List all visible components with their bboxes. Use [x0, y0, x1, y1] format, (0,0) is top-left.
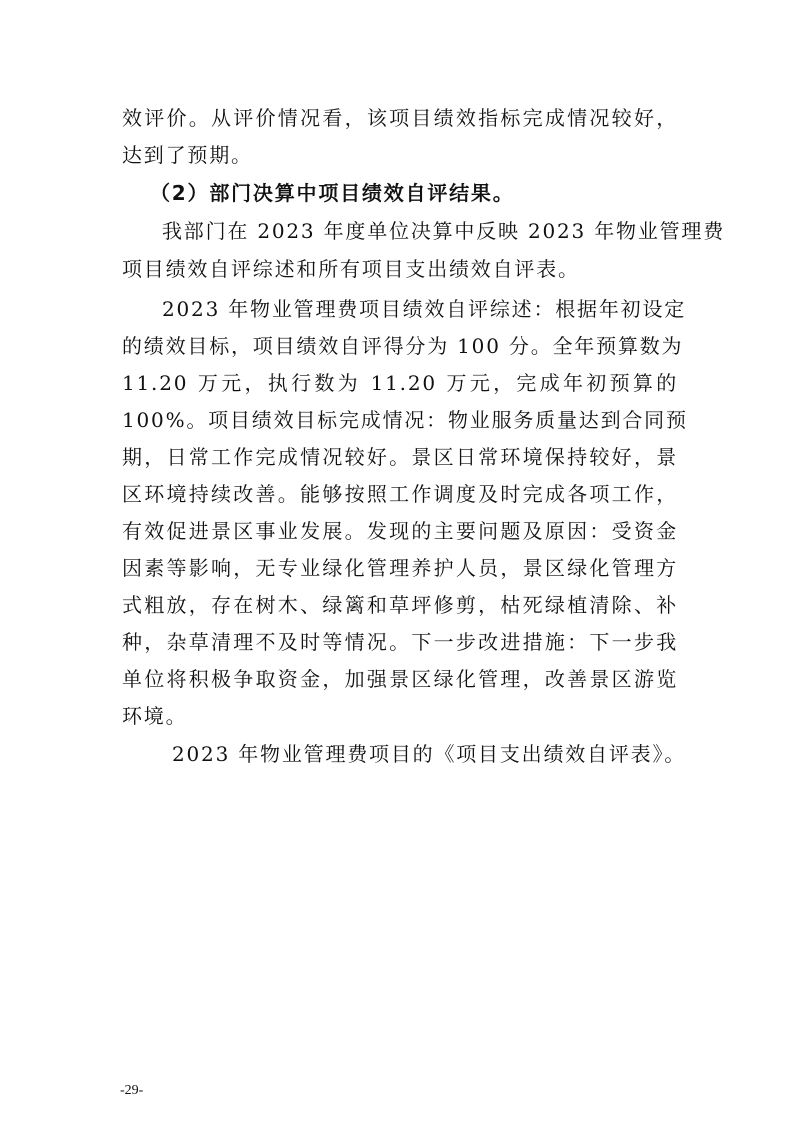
text-line: 达到了预期。	[122, 143, 253, 167]
text-line: 2023 年物业管理费项目绩效自评综述：根据年初设定	[162, 297, 687, 321]
text-line: 期，日常工作完成情况较好。景区日常环境保持较好，景	[122, 445, 678, 469]
text-line: 我部门在 2023 年度单位决算中反映 2023 年物业管理费	[162, 219, 726, 243]
text-line: 100%。项目绩效目标完成情况：物业服务质量达到合同预	[122, 408, 688, 432]
text-line: 因素等影响，无专业绿化管理养护人员，景区绿化管理方	[122, 556, 678, 580]
text-line: 区环境持续改善。能够按照工作调度及时完成各项工作，	[122, 482, 678, 506]
text-line: 2023 年物业管理费项目的《项目支出绩效自评表》。	[172, 742, 687, 766]
text-line: 种，杂草清理不及时等情况。下一步改进措施：下一步我	[122, 630, 678, 654]
text-line: 有效促进景区事业发展。发现的主要问题及原因：受资金	[122, 519, 678, 543]
page-number: -29-	[120, 1083, 144, 1098]
text-line: 单位将积极争取资金，加强景区绿化管理，改善景区游览	[122, 667, 678, 691]
text-line: 项目绩效自评综述和所有项目支出绩效自评表。	[122, 257, 580, 281]
text-line: 效评价。从评价情况看，该项目绩效指标完成情况较好，	[122, 106, 678, 130]
section-heading: （2）部门决算中项目绩效自评结果。	[150, 181, 515, 205]
text-line: 的绩效目标，项目绩效自评得分为 100 分。全年预算数为	[122, 334, 684, 358]
text-line: 11.20 万元，执行数为 11.20 万元，完成年初预算的	[122, 371, 678, 395]
text-line: 环境。	[122, 704, 188, 728]
text-line: 式粗放，存在树木、绿篱和草坪修剪，枯死绿植清除、补	[122, 593, 678, 617]
